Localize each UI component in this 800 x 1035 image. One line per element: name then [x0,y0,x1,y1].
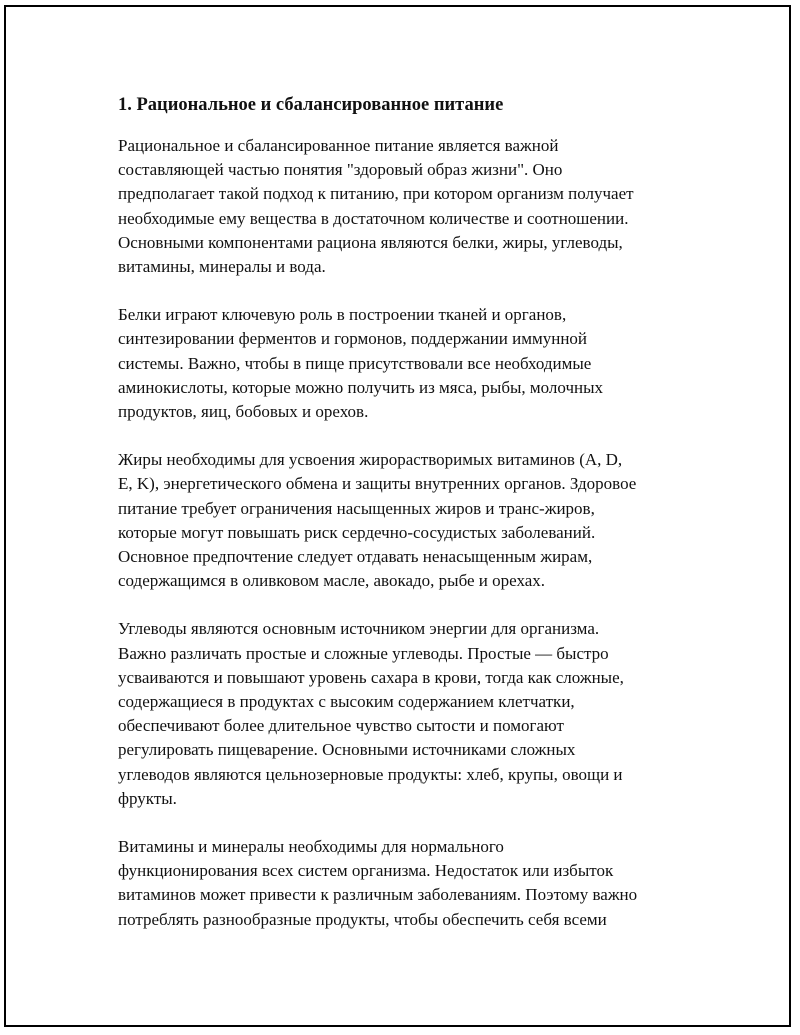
text-line: витаминов может привести к различным заболеваниям. Поэтому важно [118,885,638,905]
text-line: продуктов, яиц, бобовых и орехов. [118,402,369,422]
document-body [118,92,708,956]
text-line: Белки играют ключевую роль в построении тканей и органов, [118,305,567,325]
text-line: системы. Важно, чтобы в пище присутствовали все необходимые [118,353,592,373]
text-line: регулировать пищеварение. Основными источниками сложных [118,740,576,760]
text-line: витамины, минералы и вода. [118,257,326,277]
text-line: усваиваются и повышают уровень сахара в крови, тогда как сложные, [118,667,624,687]
text-line: Углеводы являются основным источником энергии для организма. [118,619,600,639]
text-line: питание требует ограничения насыщенных жиров и транс-жиров, [118,498,595,518]
paragraph-proteins [118,303,708,424]
text-line: синтезировании ферментов и гормонов, поддержании иммунной [118,329,588,349]
text-line: необходимые ему вещества в достаточном количестве и соотношении. [118,208,629,228]
paragraph-fats [118,448,708,593]
text-line: фрукты. [118,788,177,808]
text-line: содержащиеся в продуктах с высоким содержанием клетчатки, [118,692,575,712]
text-line: функционирования всех систем организма. Недостаток или избыток [118,861,614,881]
text-line: которые могут повышать риск сердечно-сосудистых заболеваний. [118,522,596,542]
text-line: E, K), энергетического обмена и защиты внутренних органов. Здоровое [118,474,637,494]
text-line: содержащимся в оливковом масле, авокадо, рыбе и орехах. [118,571,546,591]
text-line: Важно различать простые и сложные углеводы. Простые — быстро [118,643,609,663]
text-line: обеспечивают более длительное чувство сытости и помогают [118,716,564,736]
section-title: 1. Рациональное и сбалансированное питание [118,95,504,115]
text-line: составляющей частью понятия "здоровый образ жизни". Оно [118,160,563,180]
text-line: углеводов являются цельнозерновые продукты: хлеб, крупы, овощи и [118,764,623,784]
text-line: Витамины и минералы необходимы для нормального [118,837,504,857]
text-line: Основными компонентами рациона являются белки, жиры, углеводы, [118,232,623,252]
text-line: предполагает такой подход к питанию, при котором организм получает [118,184,634,204]
paragraph-intro [118,134,708,279]
text-line: потреблять разнообразные продукты, чтобы обеспечить себя всеми [118,909,607,929]
text-line: Жиры необходимы для усвоения жирорастворимых витаминов (A, D, [118,450,623,470]
paragraph-vitamins [118,835,708,932]
paragraph-carbohydrates [118,617,708,811]
text-line: аминокислоты, которые можно получить из мяса, рыбы, молочных [118,377,604,397]
text-line: Рациональное и сбалансированное питание является важной [118,136,559,155]
text-line: Основное предпочтение следует отдавать ненасыщенным жирам, [118,547,593,567]
